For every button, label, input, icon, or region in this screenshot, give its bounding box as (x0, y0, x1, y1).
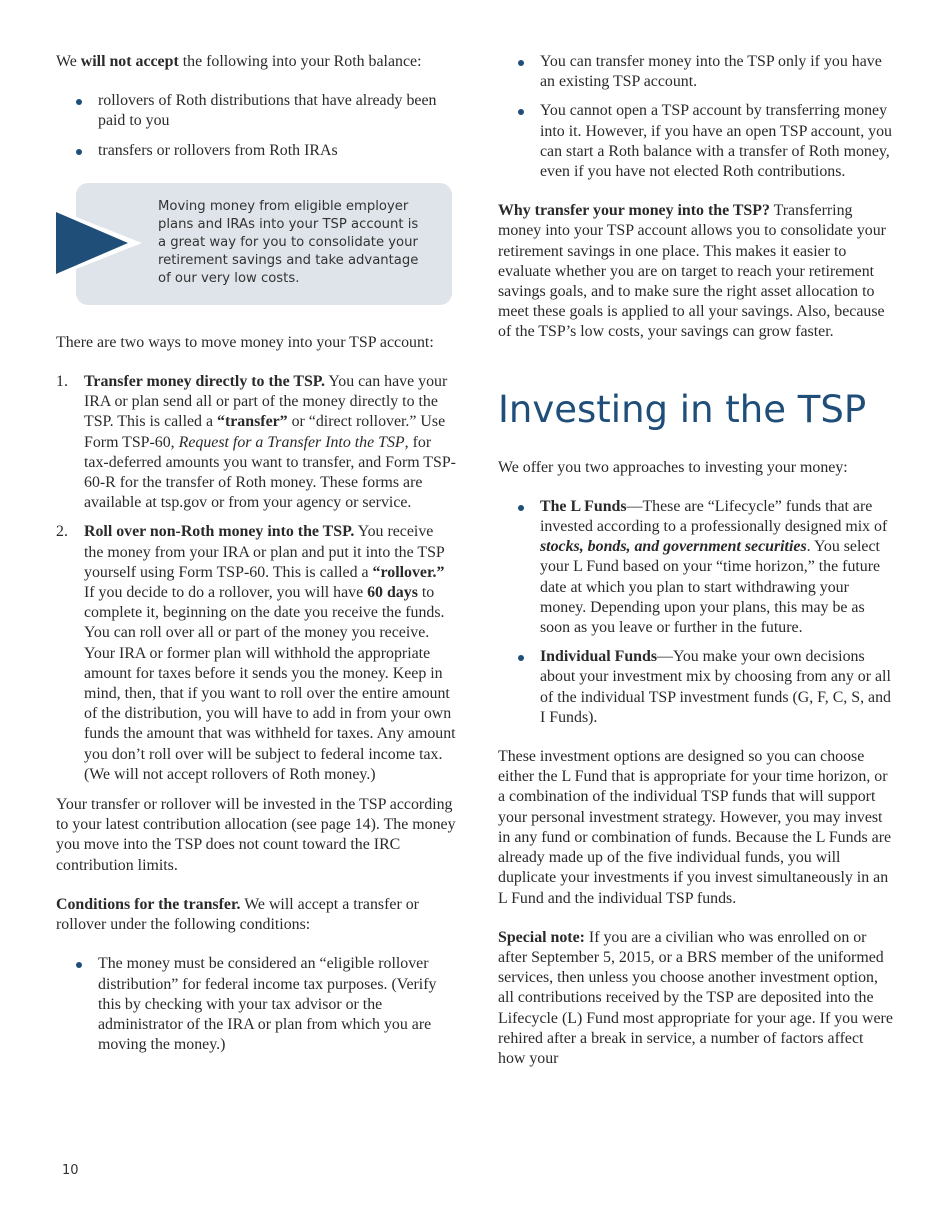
list-item: You can transfer money into the TSP only if you have an existing TSP account. (498, 52, 894, 92)
left-column (56, 52, 456, 1064)
invested-paragraph: Your transfer or rollover will be invested in the TSP according to your latest contribution allocation (see page 14). The money you move into the TSP does not count toward the IRC contribution limits. (56, 796, 456, 874)
approaches-intro: We offer you two approaches to investing your money: (498, 458, 848, 476)
list-item: The money must be considered an “eligible rollover distribution” for federal income tax purposes. (Verify this by checking with your tax advisor or the administrator of the IRA or plan from which you are moving the money.) (56, 954, 456, 1055)
special-note-paragraph: Special note: If you are a civilian who was enrolled on or after September 5, 2015, or a BRS member of the uniformed services, then unless you choose another investment option, all contributions received by the TSP are deposited into the Lifecycle (L) Fund most appropriate for your age. If you were rehired after a break in service, a number of factors affect how your (498, 928, 893, 1067)
right-column (498, 52, 894, 1069)
page-number: 10 (62, 1163, 79, 1178)
list-item-transfer: 1. Transfer money directly to the TSP. You can have your IRA or plan send all or part of the money directly to the TSP. This is called a “transfer” or “direct rollover.” Use Form TSP-60, Request for a Transfer Into the TSP, for tax-deferred amounts you want to transfer, and Form TSP-60-R for the transfer of Roth money. These forms are available at tsp.gov or from your agency or service. (56, 373, 456, 512)
play-arrow-icon (56, 212, 128, 274)
options-paragraph: These investment options are designed so you can choose either the L Fund that is appropriate for your time horizon, or a combination of the individual TSP funds that will support your personal investment strategy. However, you may invest in any fund or combination of funds. Because the L Funds are already made up of the five individual funds, you will duplicate your investments if you invest simultaneously in an L Fund and the individual TSP funds. (498, 748, 892, 907)
two-ways-list (56, 372, 456, 785)
not-accepted-list (56, 91, 456, 161)
list-number: 1. (56, 373, 68, 391)
conditions-list-continued (498, 52, 894, 182)
list-item: transfers or rollovers from Roth IRAs (56, 141, 456, 161)
list-number: 2. (56, 523, 68, 541)
list-item-individual-funds: Individual Funds—You make your own decisions about your investment mix by choosing from any or all of the individual TSP investment funds (G, F, C, S, and I Funds). (498, 647, 894, 728)
two-ways-intro: There are two ways to move money into your TSP account: (56, 333, 434, 351)
list-item-rollover: 2. Roll over non-Roth money into the TSP. You receive the money from your IRA or plan and put it into the TSP yourself using Form TSP-60. This is called a “rollover.” If you decide to do a rollover, you will have 60 days to complete it, beginning on the date you receive the funds. You can roll over all or part of the money you receive. Your IRA or former plan will withhold the appropriate amount for taxes before it sends you the money. Keep in mind, then, that if you want to roll over the entire amount of the distribution, you will have to add in from your own funds the amount that was withheld for taxes. Any amount you don’t roll over will be subject to federal income tax. (We will not accept rollovers of Roth money.) (56, 523, 456, 783)
conditions-paragraph: Conditions for the transfer. We will accept a transfer or rollover under the following conditions: (56, 895, 419, 934)
why-transfer-paragraph: Why transfer your money into the TSP? Transferring money into your TSP account allows you to consolidate your retirement savings in one place. This makes it easier to evaluate whether you are on target to reach your retirement savings goals, and to make sure the right asset allocation to meet these goals is applied to all your savings. Also, because of the TSP’s low costs, your savings can grow faster. (498, 202, 886, 341)
list-item-l-funds: The L Funds—These are “Lifecycle” funds that are invested according to a professionally designed mix of stocks, bonds, and government securities. You select your L Fund based on your “time horizon,” the future date at which you plan to start withdrawing your money. Depending upon your plans, this may be as soon as you leave or further in the future. (498, 497, 894, 638)
callout-text: Moving money from eligible employer plans and IRAs into your TSP account is a great way for you to consolidate your retirement savings and take advantage of our very low costs. (158, 198, 419, 286)
conditions-list (56, 954, 456, 1055)
roth-not-accepted-intro: We will not accept the following into your Roth balance: (56, 53, 422, 70)
list-item: You cannot open a TSP account by transferring money into it. However, if you have an open TSP account, you can start a Roth balance with a transfer of Roth money, even if you have not elected Roth contributions. (498, 101, 894, 182)
list-item: rollovers of Roth distributions that have already been paid to you (56, 91, 456, 131)
section-heading: Investing in the TSP (498, 387, 867, 431)
callout-box (56, 183, 456, 305)
fund-types-list (498, 497, 894, 728)
